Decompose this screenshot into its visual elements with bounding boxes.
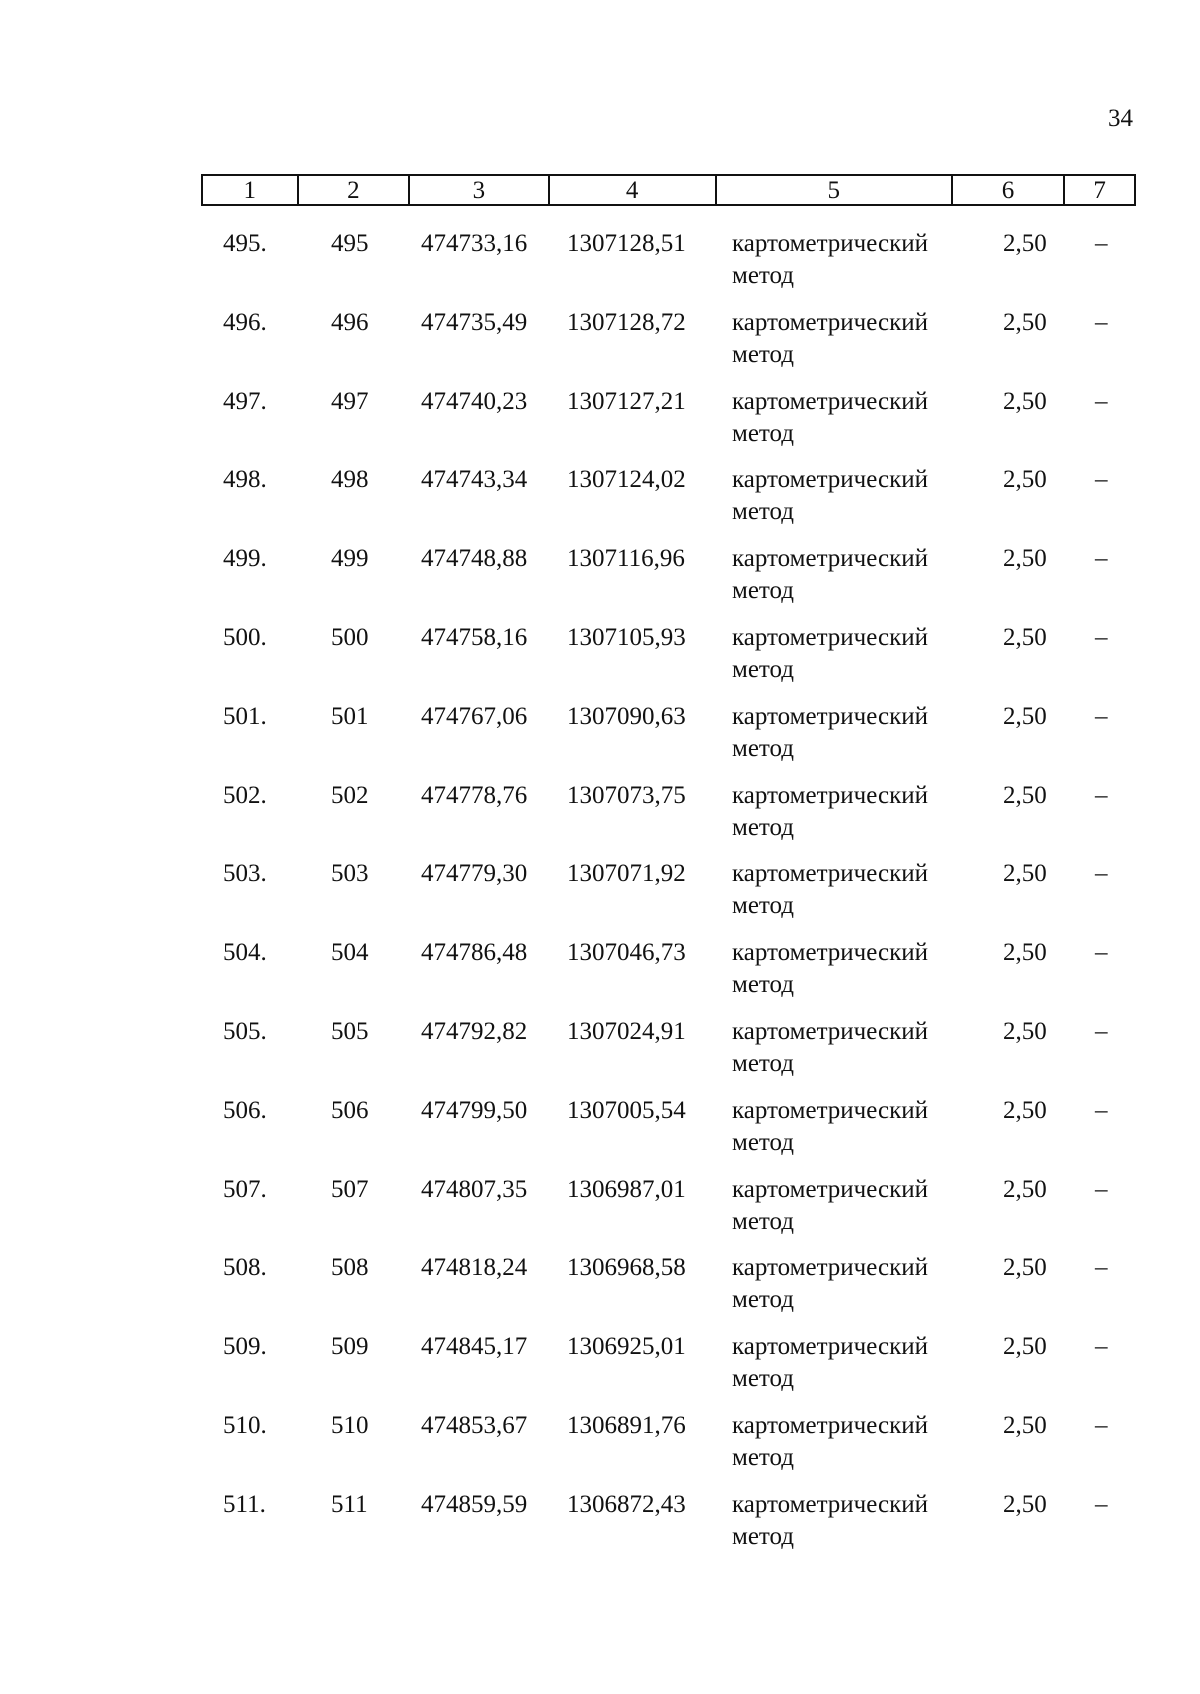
row-number: 508. [223,1254,267,1282]
accuracy: 2,50 [1003,1254,1047,1282]
method: картометрический метод [732,623,928,683]
point-id: 498 [331,466,369,494]
method: картометрический метод [732,545,928,605]
method: картометрический метод [732,1017,928,1077]
method: картометрический метод [732,1411,928,1471]
accuracy: 2,50 [1003,939,1047,967]
table-row [201,1095,1136,1174]
row-number: 501. [223,702,267,730]
point-id: 506 [331,1096,369,1124]
note: – [1095,702,1108,730]
header-cell-6: 6 [953,176,1066,204]
note: – [1095,1017,1108,1045]
accuracy: 2,50 [1003,387,1047,415]
point-id: 499 [331,545,369,573]
header-cell-2: 2 [299,176,411,204]
method: картометрический метод [732,1175,928,1235]
coordinate-y: 1307116,96 [567,545,685,573]
row-number: 511. [223,1490,266,1518]
note: – [1095,1411,1108,1439]
note: – [1095,781,1108,809]
table-row [201,1489,1136,1568]
method: картометрический метод [732,1096,928,1156]
method: картометрический метод [732,860,928,920]
point-id: 504 [331,939,369,967]
note: – [1095,545,1108,573]
note: – [1095,1096,1108,1124]
accuracy: 2,50 [1003,1096,1047,1124]
table-row [201,228,1136,307]
coordinate-x: 474740,23 [421,387,528,415]
table-row [201,937,1136,1016]
table-row [201,307,1136,386]
table-row [201,858,1136,937]
note: – [1095,1254,1108,1282]
coordinate-y: 1306925,01 [567,1333,686,1361]
method: картометрический метод [732,230,928,289]
row-number: 496. [223,308,267,336]
table-row [201,386,1136,465]
accuracy: 2,50 [1003,1490,1047,1518]
coordinate-y: 1307105,93 [567,623,686,651]
coordinate-y: 1307128,72 [567,308,686,336]
coordinate-y: 1306872,43 [567,1490,686,1518]
note: – [1095,230,1108,257]
method: картометрический метод [732,1333,928,1393]
accuracy: 2,50 [1003,545,1047,573]
row-number: 503. [223,860,267,888]
row-number: 497. [223,387,267,415]
table-row [201,622,1136,701]
coordinate-x: 474786,48 [421,939,528,967]
coordinate-y: 1307124,02 [567,466,686,494]
row-number: 510. [223,1411,267,1439]
row-number: 507. [223,1175,267,1203]
note: – [1095,860,1108,888]
note: – [1095,1175,1108,1203]
accuracy: 2,50 [1003,466,1047,494]
note: – [1095,1490,1108,1518]
coordinate-x: 474778,76 [421,781,528,809]
coordinate-x: 474807,35 [421,1175,528,1203]
point-id: 505 [331,1017,369,1045]
accuracy: 2,50 [1003,781,1047,809]
coordinate-y: 1307127,21 [567,387,686,415]
point-id: 509 [331,1333,369,1361]
method: картометрический метод [732,939,928,999]
point-id: 503 [331,860,369,888]
coordinate-y: 1307073,75 [567,781,686,809]
note: – [1095,466,1108,494]
table-row [201,1410,1136,1489]
point-id: 496 [331,308,369,336]
table-row [201,701,1136,780]
note: – [1095,308,1108,336]
method: картометрический метод [732,308,928,368]
point-id: 511 [331,1490,368,1518]
note: – [1095,1333,1108,1361]
accuracy: 2,50 [1003,702,1047,730]
coordinate-x: 474845,17 [421,1333,528,1361]
table-header [201,174,1136,206]
accuracy: 2,50 [1003,860,1047,888]
coordinate-y: 1307046,73 [567,939,686,967]
method: картометрический метод [732,387,928,447]
table-row [201,1016,1136,1095]
row-number: 498. [223,466,267,494]
header-cell-3: 3 [410,176,549,204]
coordinate-x: 474779,30 [421,860,528,888]
row-number: 509. [223,1333,267,1361]
point-id: 508 [331,1254,369,1282]
coordinate-y: 1307071,92 [567,860,686,888]
accuracy: 2,50 [1003,230,1047,257]
point-id: 502 [331,781,369,809]
note: – [1095,623,1108,651]
header-cell-5: 5 [717,176,953,204]
accuracy: 2,50 [1003,1175,1047,1203]
accuracy: 2,50 [1003,1333,1047,1361]
method: картометрический метод [732,466,928,526]
point-id: 510 [331,1411,369,1439]
point-id: 501 [331,702,369,730]
coordinate-y: 1306987,01 [567,1175,686,1203]
coordinate-y: 1307090,63 [567,702,686,730]
coordinate-y: 1307128,51 [567,230,686,257]
coordinate-y: 1307024,91 [567,1017,686,1045]
table-row [201,464,1136,543]
coordinate-x: 474792,82 [421,1017,528,1045]
row-number: 502. [223,781,267,809]
coordinate-x: 474735,49 [421,308,528,336]
accuracy: 2,50 [1003,1017,1047,1045]
method: картометрический метод [732,781,928,841]
coordinate-x: 474767,06 [421,702,528,730]
row-number: 499. [223,545,267,573]
coordinate-x: 474799,50 [421,1096,528,1124]
coordinate-x: 474733,16 [421,230,528,257]
table-row [201,1174,1136,1253]
coordinate-y: 1306968,58 [567,1254,686,1282]
point-id: 497 [331,387,369,415]
header-cell-7: 7 [1093,177,1106,204]
table-row [201,1331,1136,1410]
accuracy: 2,50 [1003,623,1047,651]
coordinate-y: 1306891,76 [567,1411,686,1439]
row-number: 495. [223,230,267,257]
method: картометрический метод [732,1254,928,1314]
coordinate-x: 474748,88 [421,545,528,573]
point-id: 507 [331,1175,369,1203]
accuracy: 2,50 [1003,308,1047,336]
row-number: 506. [223,1096,267,1124]
row-number: 505. [223,1017,267,1045]
header-cell-4: 4 [550,176,717,204]
table-row [201,780,1136,859]
row-number: 504. [223,939,267,967]
point-id: 500 [331,623,369,651]
method: картометрический метод [732,702,928,762]
accuracy: 2,50 [1003,1411,1047,1439]
coordinate-x: 474758,16 [421,623,528,651]
note: – [1095,387,1108,415]
table-body [201,228,1136,1568]
coordinate-x: 474859,59 [421,1490,528,1518]
header-cell-1: 1 [203,176,299,204]
method: картометрический метод [732,1490,928,1550]
point-id: 495 [331,230,369,257]
note: – [1095,939,1108,967]
coordinate-x: 474818,24 [421,1254,528,1282]
row-number: 500. [223,623,267,651]
page-number: 34 [1108,105,1133,132]
coordinate-y: 1307005,54 [567,1096,686,1124]
table-row [201,543,1136,622]
coordinate-x: 474853,67 [421,1411,528,1439]
table-row [201,1252,1136,1331]
coordinate-x: 474743,34 [421,466,528,494]
